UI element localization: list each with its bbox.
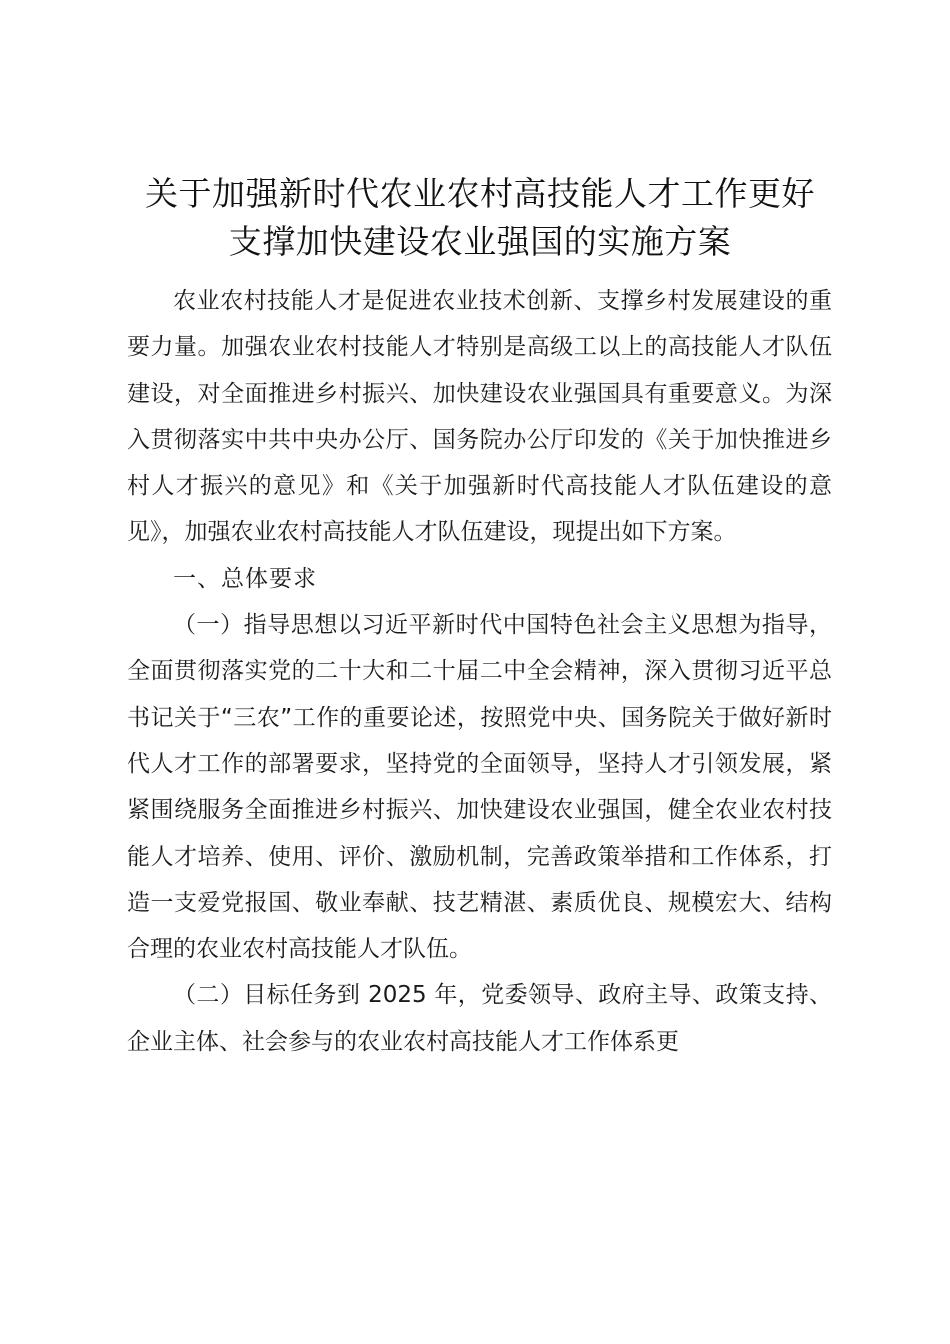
document-title	[110, 170, 850, 266]
title-line-1: 关于加强新时代农业农村高技能人才工作更好	[145, 174, 815, 213]
section-heading-overall-requirements: 一、总体要求	[173, 565, 317, 592]
intro-paragraph: 农业农村技能人才是促进农业技术创新、支撑乡村发展建设的重要力量。加强农业农村技能人才特别是高级工以上的高技能人才队伍建设，对全面推进乡村振兴、加快建设农业强国具有重要意义。为深入贯彻落实中共中央办公厅、国务院办公厅印发的《关于加快推进乡村人才振兴的意见》和《关于加强新时代高技能人才队伍建设的意见》，加强农业农村高技能人才队伍建设，现提出如下方案。	[127, 288, 832, 546]
title-line-2: 支撑加快建设农业强国的实施方案	[228, 222, 732, 261]
guiding-ideology-paragraph: （一）指导思想以习近平新时代中国特色社会主义思想为指导，全面贯彻落实党的二十大和二十届二中全会精神，深入贯彻习近平总书记关于“三农”工作的重要论述，按照党中央、国务院关于做好新时代人才工作的部署要求，坚持党的全面领导，坚持人才引领发展，紧紧围绕服务全面推进乡村振兴、加快建设农业强国，健全农业农村技能人才培养、使用、评价、激励机制，完善政策举措和工作体系，打造一支爱党报国、敬业奉献、技艺精湛、素质优良、规模宏大、结构合理的农业农村高技能人才队伍。	[127, 612, 832, 963]
target-tasks-paragraph: （二）目标任务到 2025 年，党委领导、政府主导、政策支持、企业主体、社会参与的农业农村高技能人才工作体系更	[127, 982, 832, 1055]
document-body	[127, 278, 832, 1065]
